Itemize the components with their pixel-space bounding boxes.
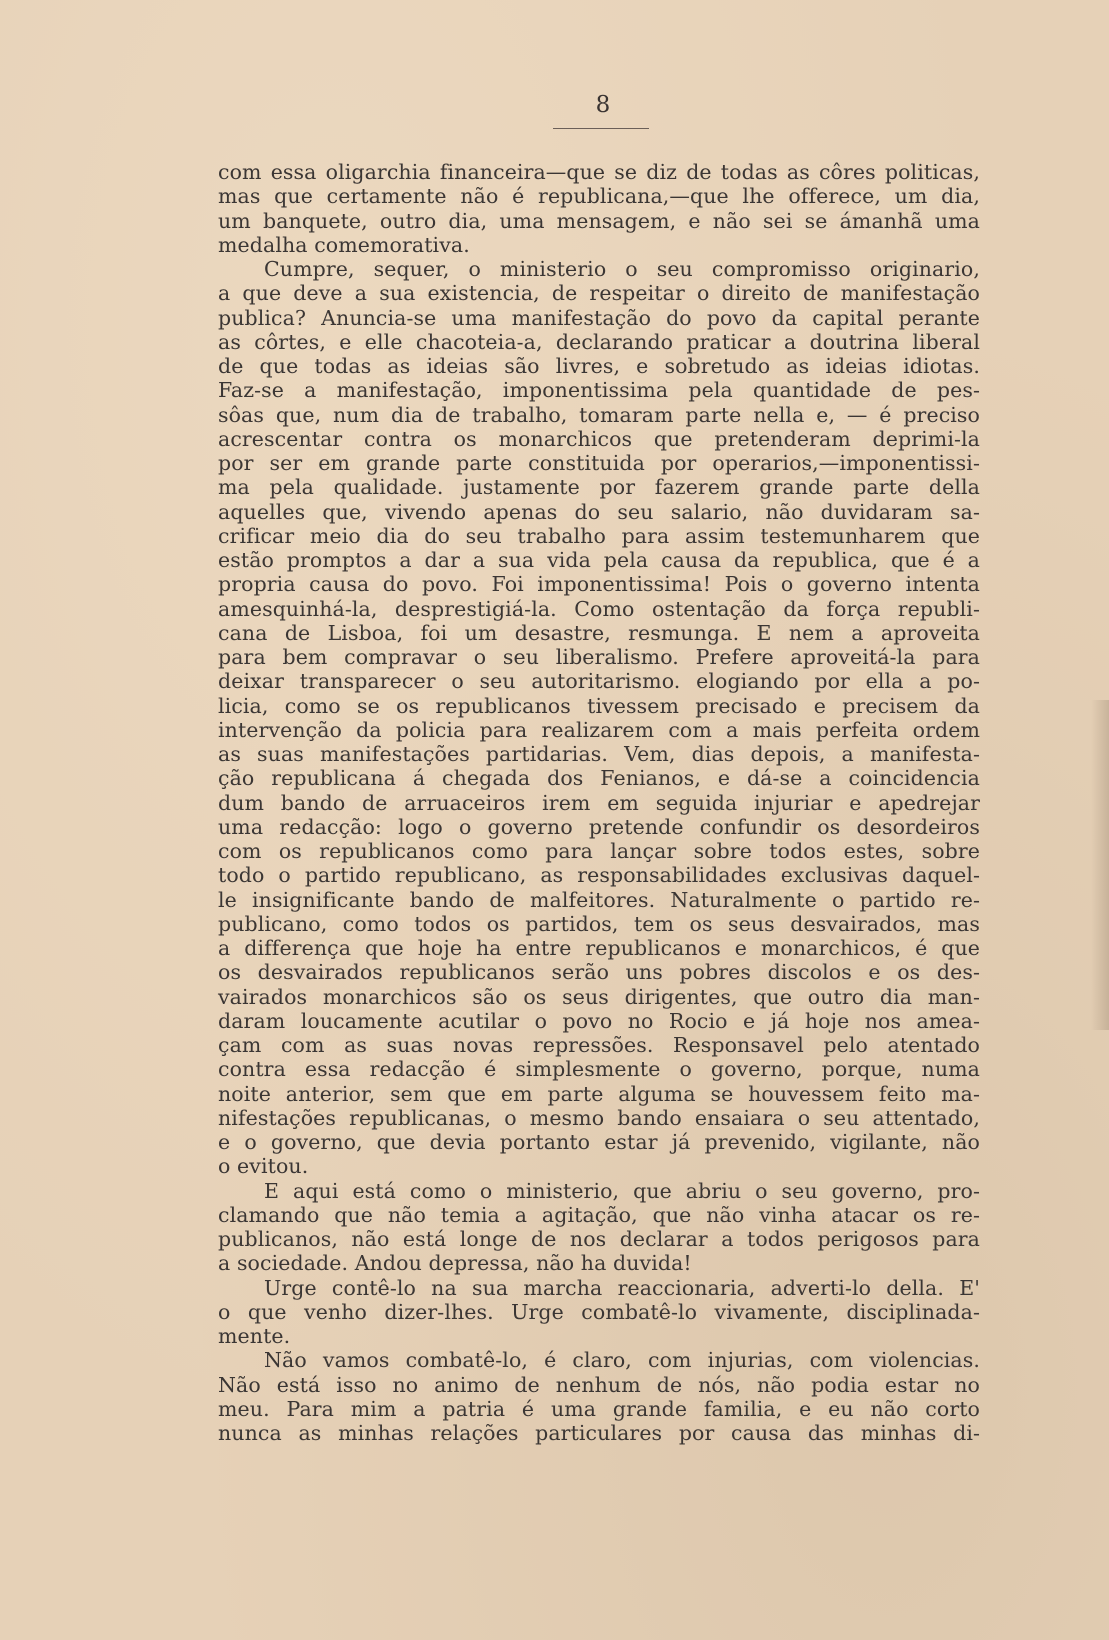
text-line: ma pela qualidade. justamente por fazerem grande parte della bbox=[218, 475, 980, 500]
text-line: a que deve a sua existencia, de respeitar o direito de manifestação bbox=[218, 281, 980, 306]
text-line: a differença que hoje ha entre republicanos e monarchicos, é que bbox=[218, 936, 980, 960]
page-number: 8 bbox=[595, 92, 611, 118]
text-line: licia, como se os republicanos tivessem precisado e precisem da bbox=[218, 693, 980, 718]
text-line: le insignificante bando de malfeitores. Naturalmente o partido re- bbox=[218, 887, 980, 912]
text-line: acrescentar contra os monarchicos que pretenderam deprimi-la bbox=[218, 426, 980, 451]
text-line: nunca as minhas relações particulares por causa das minhas di- bbox=[218, 1421, 980, 1445]
text-line: publicanos, não está longe de nos declarar a todos perigosos para bbox=[218, 1227, 980, 1251]
text-line: as côrtes, e elle chacoteia-a, declarando praticar a doutrina liberal bbox=[218, 329, 980, 354]
text-line: estão promptos a dar a sua vida pela causa da republica, que é a bbox=[218, 548, 980, 572]
body-text bbox=[218, 160, 980, 1445]
text-line: as suas manifestações partidarias. Vem, dias depois, a manifesta- bbox=[218, 742, 980, 766]
text-line: vairados monarchicos são os seus dirigentes, que outro dia man- bbox=[218, 984, 980, 1009]
text-line: Urge contê-lo na sua marcha reaccionaria, adverti-lo della. E' bbox=[264, 1275, 980, 1300]
text-line: deixar transparecer o seu autoritarismo. elogiando por ella a po- bbox=[218, 669, 980, 694]
text-line: mente. bbox=[218, 1324, 291, 1348]
text-line: medalha comemorativa. bbox=[218, 232, 470, 257]
text-line: dum bando de arruaceiros irem em seguida injuriar e apedrejar bbox=[218, 790, 980, 815]
text-line: com os republicanos como para lançar sobre todos estes, sobre bbox=[218, 839, 980, 863]
text-line: nifestações republicanas, o mesmo bando ensaiara o seu attentado, bbox=[218, 1105, 980, 1130]
page-number-rule bbox=[553, 128, 649, 129]
text-line: çam com as suas novas repressões. Responsavel pelo atentado bbox=[218, 1033, 980, 1057]
text-line: intervenção da policia para realizarem com a mais perfeita ordem bbox=[218, 717, 980, 742]
text-line: o que venho dizer-lhes. Urge combatê-lo vivamente, disciplinada- bbox=[218, 1299, 980, 1324]
text-line: de que todas as ideias são livres, e sobretudo as ideias idiotas. bbox=[218, 354, 980, 378]
text-line: Faz-se a manifestação, imponentissima pela quantidade de pes- bbox=[218, 378, 980, 403]
text-line: por ser em grande parte constituida por operarios,—imponentissi- bbox=[218, 451, 980, 475]
text-line: Cumpre, sequer, o ministerio o seu compromisso originario, bbox=[264, 257, 980, 281]
text-line: propria causa do povo. Foi imponentissima! Pois o governo intenta bbox=[218, 572, 980, 597]
text-line: daram loucamente acutilar o povo no Rocio e já hoje nos amea- bbox=[218, 1008, 980, 1033]
text-line: ção republicana á chegada dos Fenianos, e dá-se a coincidencia bbox=[218, 766, 980, 791]
text-line: a sociedade. Andou depressa, não ha duvida! bbox=[218, 1251, 692, 1276]
text-line: um banquete, outro dia, uma mensagem, e não sei se ámanhã uma bbox=[218, 208, 980, 233]
text-line: os desvairados republicanos serão uns pobres discolos e os des- bbox=[218, 960, 980, 985]
text-line: para bem compravar o seu liberalismo. Prefere aproveitá-la para bbox=[218, 645, 980, 669]
text-line: mas que certamente não é republicana,—que lhe offerece, um dia, bbox=[218, 184, 980, 209]
text-line: o evitou. bbox=[218, 1154, 309, 1179]
text-line: Não está isso no animo de nenhum de nós, não podia estar no bbox=[218, 1372, 980, 1397]
text-line: Não vamos combatê-lo, é claro, com injurias, com violencias. bbox=[264, 1348, 980, 1373]
page-edge-shadow bbox=[1091, 700, 1109, 1030]
text-line: publica? Anuncia-se uma manifestação do povo da capital perante bbox=[218, 305, 980, 330]
text-line: meu. Para mim a patria é uma grande familia, e eu não corto bbox=[218, 1396, 980, 1421]
text-line: contra essa redacção é simplesmente o governo, porque, numa bbox=[218, 1057, 980, 1082]
text-line: crificar meio dia do seu trabalho para assim testemunharem que bbox=[218, 523, 980, 548]
text-line: uma redacção: logo o governo pretende confundir os desordeiros bbox=[218, 814, 980, 839]
text-line: E aqui está como o ministerio, que abriu o seu governo, pro- bbox=[264, 1178, 980, 1203]
text-line: aquelles que, vivendo apenas do seu salario, não duvidaram sa- bbox=[218, 499, 980, 524]
text-line: e o governo, que devia portanto estar já prevenido, vigilante, não bbox=[218, 1130, 980, 1154]
text-line: todo o partido republicano, as responsabilidades exclusivas daquel- bbox=[218, 863, 980, 888]
text-line: amesquinhá-la, desprestigiá-la. Como ostentação da força republi- bbox=[218, 596, 980, 621]
text-line: sôas que, num dia de trabalho, tomaram parte nella e, — é preciso bbox=[218, 402, 980, 427]
text-line: com essa oligarchia financeira—que se diz de todas as côres politicas, bbox=[218, 160, 980, 184]
text-line: publicano, como todos os partidos, tem os seus desvairados, mas bbox=[218, 911, 980, 936]
text-line: cana de Lisboa, foi um desastre, resmunga. E nem a aproveita bbox=[218, 620, 980, 645]
text-line: noite anterior, sem que em parte alguma se houvessem feito ma- bbox=[218, 1081, 980, 1106]
text-line: clamando que não temia a agitação, que não vinha atacar os re- bbox=[218, 1202, 980, 1227]
